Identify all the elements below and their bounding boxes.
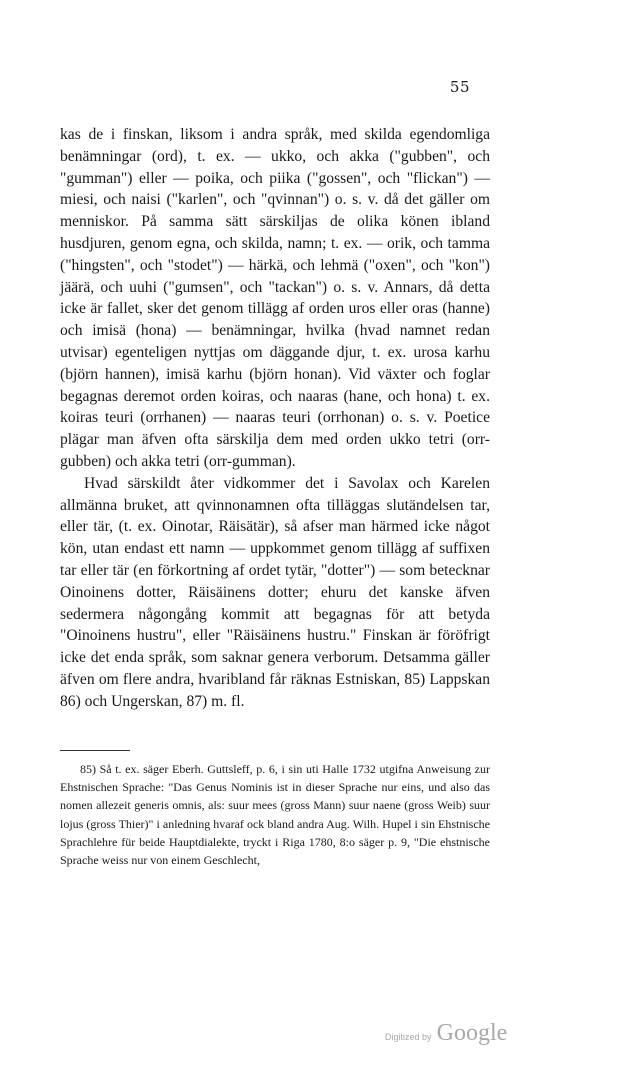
paragraph: Hvad särskildt åter vidkommer det i Savolax och Karelen allmänna bruket, att qvinnonamnen ofta tilläggas slutändelsen tar, eller tär, (t. ex. Oinotar, Räisätär), så afser man härmed icke något kön, utan endast ett namn — uppkommet genom tillägg af suffixen tar eller tär (en förkortning af ordet tytär, "dotter") — som betecknar Oinoinens dotter, Räisäinens dotter; ehuru det kanske äfven sedermera någongång kommit att begagnas för att betyda "Oinoinens hustru", eller "Räisäinens hustru." Finskan är föröfrigt icke det enda språk, som saknar genera verborum. Detsamma gäller äfven om flere andra, hvaribland får räknas Estniskan, 85) Lappskan 86) och Ungerskan, 87) m. fl. [60, 474, 490, 710]
page-number: 55 [449, 78, 470, 96]
body-text [60, 124, 490, 713]
google-logo: Google [436, 1020, 508, 1046]
watermark-prefix: Digitized by [385, 1032, 432, 1042]
paragraph: kas de i finskan, liksom i andra språk, med skilda egendomliga benämningar (ord), t. ex. — ukko, och akka ("gubben", och "gumman") eller — poika, och piika ("gossen", och "flickan") — miesi, och naisi ("karlen", och "qvinnan") o. s. v. då det gäller om menniskor. På samma sätt särskiljas de olika könen ibland husdjuren, genom egna, och skilda, namn; t. ex. — orik, och tamma ("hingsten", och "stodet") — härkä, och lehmä ("oxen", och "kon") jäärä, och uuhi ("gumsen", och "tackan") o. s. v. Annars, då detta icke är fallet, sker det genom tillägg af orden uros eller oras (hanne) och imisä (hona) — benämningar, hvilka (hvad namnet redan utvisar) egenteligen nyttjas om däggande djur, t. ex. urosa karhu (björn hannen), imisä karhu (björn honan). Vid växter och foglar begagnas deremot orden koiras, och naaras (hane, och hona) t. ex. koiras teuri (orrhanen) — naaras teuri (orrhonan) o. s. v. Poetice plägar man äfven ofta särskilja dem med orden ukko tetri (orr-gubben) och akka tetri (orr-gumman). [60, 126, 490, 470]
digitized-watermark [385, 1020, 507, 1047]
footnote: 85) Så t. ex. säger Eberh. Guttsleff, p. 6, i sin uti Halle 1732 utgifna Anweisung zur Ehstnischen Sprache: "Das Genus Nominis ist in dieser Sprache nur eins, und also das nomen allezeit generis omnis, als: suur mees (gross Mann) suur naene (gross Weib) suur lojus (gross Thier)" i anledning hvaraf ock bland andra Aug. Wilh. Hupel i sin Ehstnische Sprachlehre für beide Hauptdialekte, tryckt i Riga 1780, 8:o säger p. 9, "Die ehstnische Sprache weiss nur von einem Geschlecht, [60, 762, 490, 868]
footnote-rule [60, 750, 130, 751]
